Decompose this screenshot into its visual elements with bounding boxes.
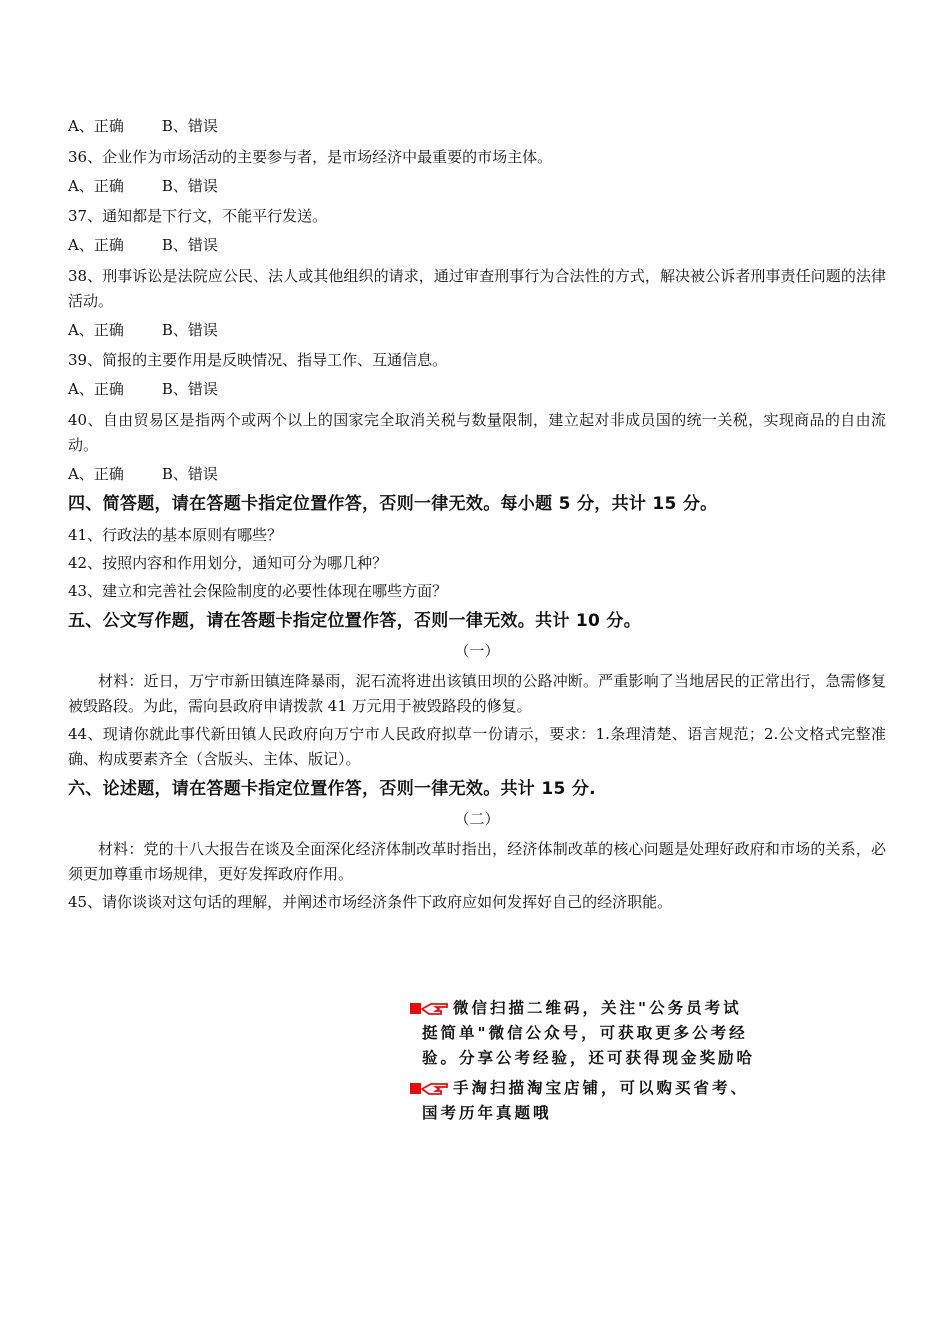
option-a: A、正确 xyxy=(68,320,124,339)
answer-options xyxy=(68,375,886,405)
option-b: B、错误 xyxy=(161,117,218,135)
section-5-title: 五、公文写作题，请在答题卡指定位置作答，否则一律无效。共计 10 分。 xyxy=(68,611,641,631)
pointing-hand-icon xyxy=(410,1076,449,1101)
material-heading-2: （二） xyxy=(454,810,500,828)
option-b: B、错误 xyxy=(161,464,218,483)
option-b: B、错误 xyxy=(161,380,218,398)
option-b: B、错误 xyxy=(161,236,218,254)
answer-options xyxy=(68,172,886,202)
promo-box xyxy=(410,996,830,1131)
question-42: 42、按照内容和作用划分，通知可分为哪几种？ xyxy=(68,554,388,572)
question-41: 41、行政法的基本原则有哪些？ xyxy=(68,526,283,544)
answer-options xyxy=(68,316,886,346)
material-2: 材料：党的十八大报告在谈及全面深化经济体制改革时指出，经济体制改革的核心问题是处理好政府和市场的关系，必须更加尊重市场规律，更好发挥政府作用。 xyxy=(68,840,886,883)
taobao-promo xyxy=(410,1076,830,1126)
wechat-promo-line-2: 挺简单"微信公众号，可获取更多公考经 xyxy=(422,1024,748,1042)
answer-options xyxy=(68,112,886,142)
option-a: A、正确 xyxy=(68,236,124,254)
wechat-promo xyxy=(410,996,830,1071)
material-1: 材料：近日，万宁市新田镇连降暴雨，泥石流将进出该镇田坝的公路冲断。严重影响了当地居民的正常出行，急需修复被毁路段。为此，需向县政府申请拨款 41 万元用于被毁路段的修复。 xyxy=(68,672,886,715)
option-a: A、正确 xyxy=(68,464,124,483)
option-a: A、正确 xyxy=(68,380,124,398)
question-38: 38、刑事诉讼是法院应公民、法人或其他组织的请求，通过审查刑事行为合法性的方式，解决被公诉者刑事责任问题的法律活动。 xyxy=(68,266,886,310)
question-36: 36、企业作为市场活动的主要参与者，是市场经济中最重要的市场主体。 xyxy=(68,147,553,166)
answer-options xyxy=(68,231,886,261)
taobao-promo-line-2: 国考历年真题哦 xyxy=(422,1104,552,1122)
option-b: B、错误 xyxy=(161,320,218,339)
answer-options xyxy=(68,460,886,490)
taobao-promo-line-1: 手淘扫描淘宝店铺，可以购买省考、 xyxy=(453,1079,750,1097)
section-6-title: 六、论述题，请在答题卡指定位置作答，否则一律无效。共计 15 分. xyxy=(68,779,596,799)
question-39: 39、简报的主要作用是反映情况、指导工作、互通信息。 xyxy=(68,351,448,369)
question-43: 43、建立和完善社会保险制度的必要性体现在哪些方面？ xyxy=(68,582,448,600)
question-40: 40、自由贸易区是指两个或两个以上的国家完全取消关税与数量限制，建立起对非成员国的统一关税，实现商品的自由流动。 xyxy=(68,410,886,454)
pointing-hand-icon xyxy=(410,996,449,1021)
wechat-promo-line-1: 微信扫描二维码，关注"公务员考试 xyxy=(453,999,742,1017)
option-a: A、正确 xyxy=(68,117,124,135)
question-44: 44、现请你就此事代新田镇人民政府向万宁市人民政府拟草一份请示，要求：1.条理清楚、语言规范；2.公文格式完整准确、构成要素齐全（含版头、主体、版记）。 xyxy=(68,725,886,768)
material-heading-1: （一） xyxy=(454,642,500,660)
question-45: 45、请你谈谈对这句话的理解，并阐述市场经济条件下政府应如何发挥好自己的经济职能。 xyxy=(68,893,673,911)
exam-page xyxy=(68,112,886,917)
section-4-title: 四、简答题，请在答题卡指定位置作答，否则一律无效。每小题 5 分，共计 15 分。 xyxy=(68,494,718,514)
option-b: B、错误 xyxy=(161,176,218,195)
option-a: A、正确 xyxy=(68,176,124,195)
question-37: 37、通知都是下行文，不能平行发送。 xyxy=(68,207,328,225)
wechat-promo-line-3: 验。分享公考经验，还可获得现金奖励哈 xyxy=(422,1049,756,1067)
